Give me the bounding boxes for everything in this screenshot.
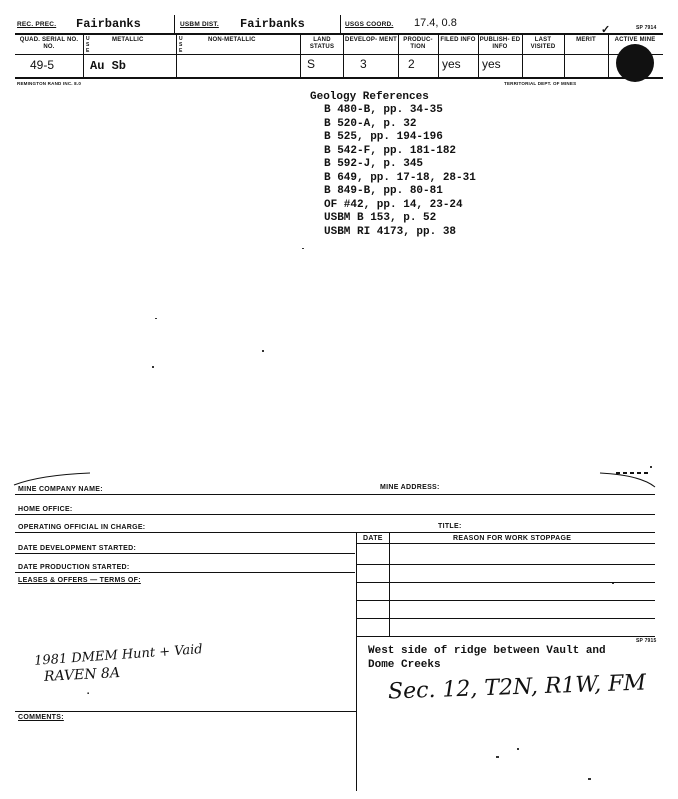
- mine-company-name-label: MINE COMPANY NAME:: [18, 486, 103, 493]
- reference-item: B 480-B, pp. 34-35: [324, 104, 443, 116]
- land-status-value: S: [307, 57, 316, 71]
- development-header: DEVELOP- MENT: [345, 37, 397, 43]
- metallic-header: METALLIC: [112, 37, 144, 43]
- comments-label: COMMENTS:: [18, 714, 64, 721]
- usg-nonmetallic-marker: U S E: [179, 36, 183, 54]
- usbm-dist-label: USBM DIST.: [180, 21, 219, 28]
- quad-serial-header: QUAD. SERIAL NO. NO.: [19, 37, 79, 50]
- usg-metallic-marker: U S E: [86, 36, 90, 54]
- active-mine-header: ACTIVE MINE: [614, 37, 656, 43]
- check-mark-icon: ✓: [601, 24, 611, 36]
- location-description: West side of ridge between Vault and Dome Creeks: [368, 645, 606, 671]
- handwritten-note-raven: RAVEN 8A: [43, 665, 121, 685]
- merit-header: MERIT: [576, 37, 596, 43]
- home-office-label: HOME OFFICE:: [18, 506, 73, 513]
- geology-references-list: [324, 104, 476, 239]
- reason-column-header: REASON FOR WORK STOPPAGE: [453, 535, 572, 542]
- usgs-coord-label: USGS COORD.: [345, 21, 394, 28]
- metallic-value: Au Sb: [90, 59, 127, 73]
- published-info-value: yes: [482, 57, 501, 71]
- production-header: PRODUC- TION: [403, 37, 433, 50]
- printer-imprint: REMINGTON RAND INC. 8.0: [17, 81, 82, 86]
- legal-description-handwritten: Sec. 12, T2N, R1W, FM: [387, 670, 647, 705]
- date-development-label: DATE DEVELOPMENT STARTED:: [18, 545, 137, 552]
- form-number-bottom: SP 7915: [636, 638, 657, 644]
- operating-official-label: OPERATING OFFICIAL IN CHARGE:: [18, 524, 146, 531]
- rec-prec-value: Fairbanks: [76, 17, 141, 31]
- reference-item: B 592-J, p. 345: [324, 158, 424, 170]
- date-column-header: DATE: [363, 535, 383, 542]
- reference-item: B 849-B, pp. 80-81: [324, 185, 443, 197]
- reference-item: B 649, pp. 17-18, 28-31: [324, 171, 476, 184]
- filed-info-header: FILED INFO: [440, 37, 476, 43]
- production-value: 2: [408, 57, 415, 71]
- non-metallic-header: NON-METALLIC: [208, 37, 256, 43]
- reference-item: USBM RI 4173, pp. 38: [324, 225, 457, 238]
- reference-item: USBM B 153, p. 52: [324, 212, 437, 224]
- usbm-dist-value: Fairbanks: [240, 17, 305, 31]
- land-status-header: LAND STATUS: [309, 37, 335, 50]
- published-info-header: PUBLISH- ED INFO: [479, 37, 521, 50]
- title-label: TITLE:: [438, 523, 462, 530]
- filed-info-value: yes: [442, 57, 461, 71]
- reference-item: B 520-A, p. 32: [324, 117, 417, 130]
- development-value: 3: [360, 57, 367, 71]
- reference-item: OF #42, pp. 14, 23-24: [324, 198, 463, 211]
- stamp-mark: ▪: [87, 691, 90, 697]
- form-number-top: SP 7914: [636, 25, 657, 31]
- mine-address-label: MINE ADDRESS:: [380, 484, 440, 491]
- reference-item: B 525, pp. 194-196: [324, 131, 443, 143]
- quad-serial-value: 49-5: [30, 58, 55, 72]
- leases-offers-label: LEASES & OFFERS — TERMS OF:: [18, 577, 141, 584]
- punch-hole: [616, 44, 654, 82]
- last-visited-header: LAST VISITED: [530, 37, 556, 50]
- handwritten-note-dmem: 1981 DMEM Hunt + Vaid: [33, 642, 204, 669]
- territorial-dept-imprint: TERRITORIAL DEPT. OF MINES: [504, 81, 577, 86]
- reference-item: B 542-F, pp. 181-182: [324, 144, 457, 157]
- rec-prec-label: REC. PREC.: [17, 21, 57, 28]
- usgs-coord-value: 17.4, 0.8: [414, 17, 457, 29]
- date-production-label: DATE PRODUCTION STARTED:: [18, 564, 130, 571]
- geology-references-title: Geology References: [310, 91, 429, 103]
